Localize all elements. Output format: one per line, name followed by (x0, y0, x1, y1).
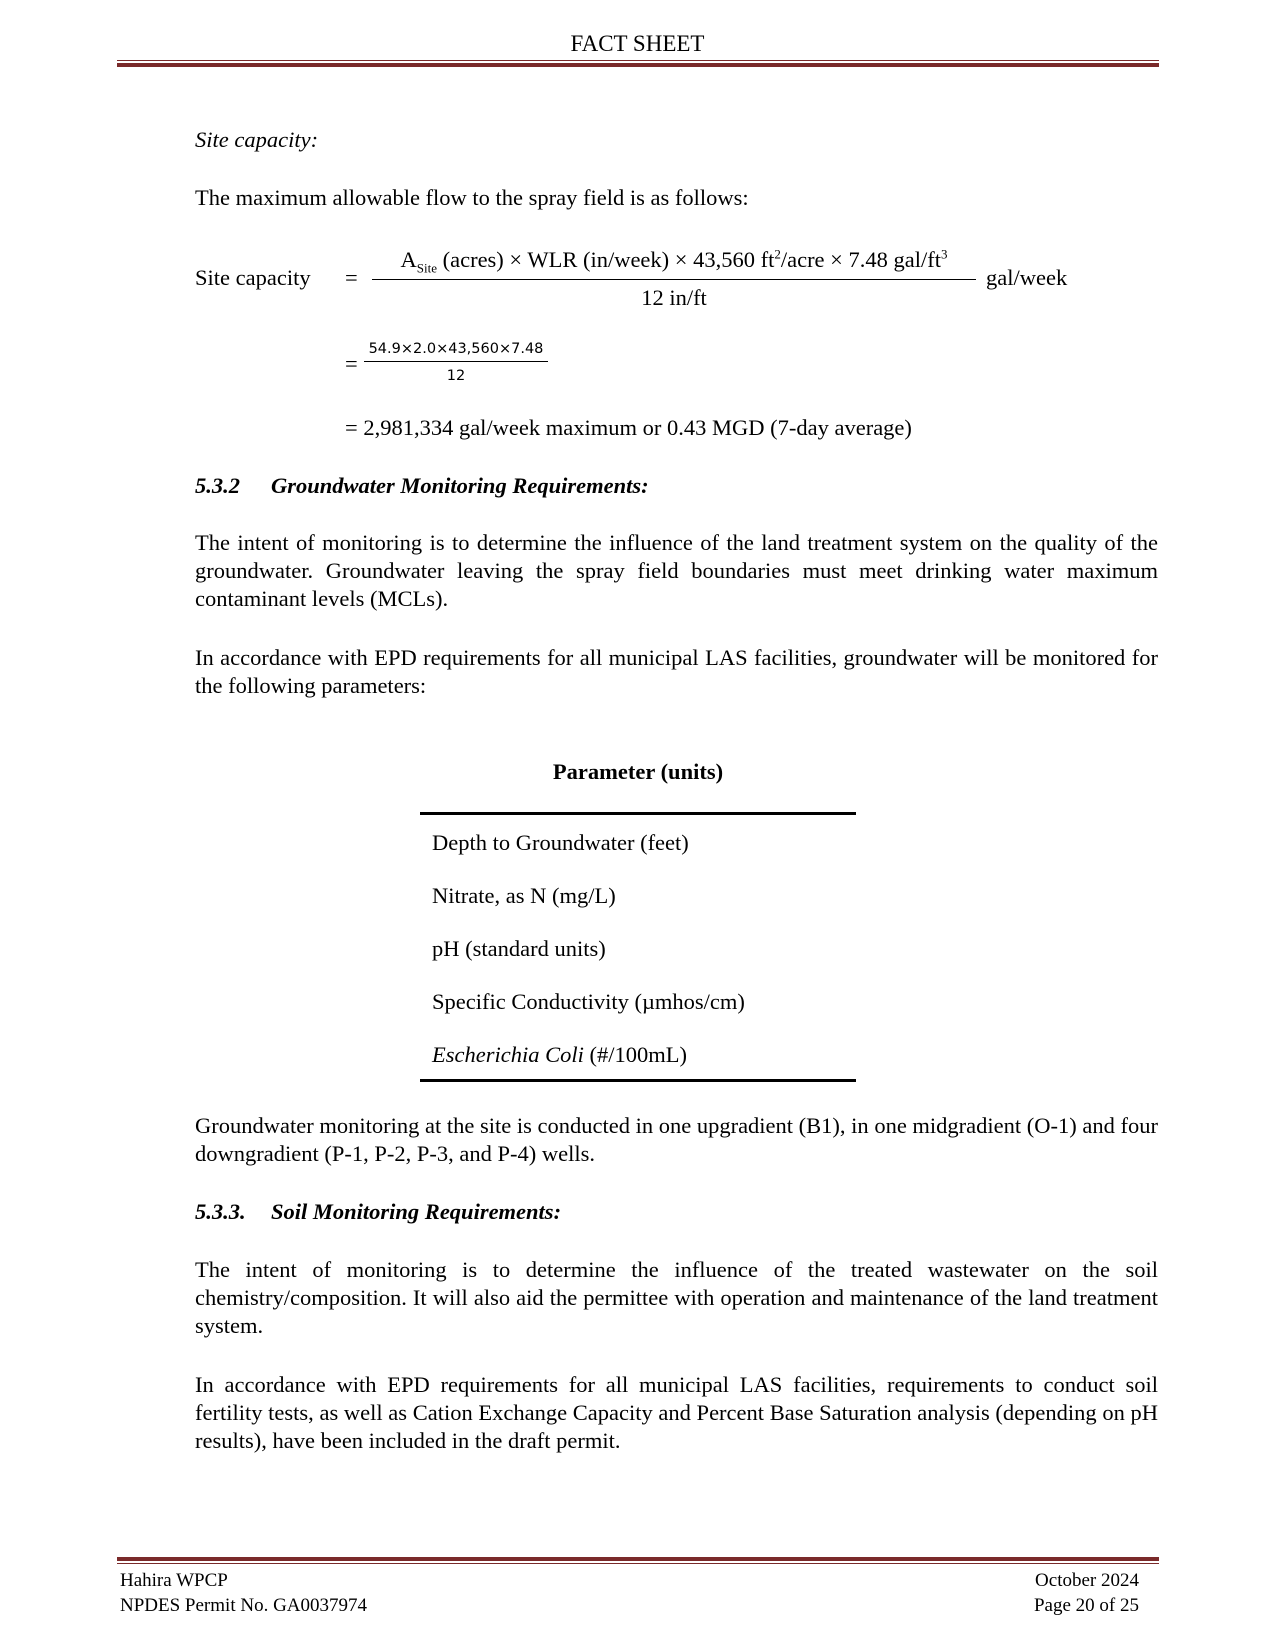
step2-numerator: 54.9×2.0×43,560×7.48 (368, 341, 544, 357)
numerator-part2: /acre × 7.48 gal/ft (780, 247, 941, 272)
parameter-table-header: Parameter (units) (552, 759, 724, 784)
table-row: Depth to Groundwater (feet) (432, 830, 689, 855)
numerator-sup2: 3 (940, 246, 948, 262)
table-row: Nitrate, as N (mg/L) (432, 883, 616, 908)
section-532-number: 5.3.2 (195, 473, 240, 498)
formula-units: gal/week (986, 265, 1068, 290)
section-532-para2: In accordance with EPD requirements for all municipal LAS facilities, groundwater will be monitored for the following parameters: (195, 645, 1158, 698)
step2-fraction-line (364, 361, 548, 362)
header-rule-thick (117, 63, 1159, 67)
section-533-title: Soil Monitoring Requirements: (271, 1199, 562, 1224)
section-533-para2: In accordance with EPD requirements for all municipal LAS facilities, requirements to conduct soil fertility tests, as well as Cation Exchange Capacity and Percent Base Saturation analysis (depending on pH results), have been included in the draft permit. (195, 1372, 1158, 1453)
formula-denominator: 12 in/ft (641, 285, 707, 310)
table-row-rest: (#/100mL) (583, 1042, 687, 1067)
section-532-heading (195, 472, 1158, 500)
numerator-a: A (400, 247, 417, 272)
formula-numerator (372, 246, 976, 274)
numerator-a-sub: Site (416, 260, 437, 276)
page-header-title: FACT SHEET (570, 31, 705, 56)
step2-equals: = (345, 351, 358, 376)
header-rule-thin (117, 60, 1159, 61)
footer-rule-thin (117, 1563, 1159, 1564)
section-532-title: Groundwater Monitoring Requirements: (271, 473, 649, 498)
parameter-table-top-rule (420, 812, 856, 815)
table-row (432, 1041, 852, 1069)
site-capacity-heading: Site capacity: (195, 127, 319, 152)
section-532-para1: The intent of monitoring is to determine the influence of the land treatment system on the quality of the groundwater. Groundwater leaving the spray field boundaries must meet drinking water maximum contaminant levels (MCLs). (195, 530, 1158, 611)
footer-page: Page 20 of 25 (1033, 1595, 1139, 1616)
table-row-italic-part: Escherichia Coli (432, 1042, 584, 1067)
step2-denominator: 12 (446, 368, 466, 384)
section-533-number: 5.3.3. (195, 1199, 246, 1224)
table-row: Specific Conductivity (µmhos/cm) (432, 989, 745, 1014)
footer-permit: NPDES Permit No. GA0037974 (120, 1595, 368, 1616)
formula-equals: = (345, 265, 358, 290)
numerator-part1: (acres) × WLR (in/week) × 43,560 ft (436, 247, 775, 272)
site-capacity-intro: The maximum allowable flow to the spray field is as follows: (195, 185, 749, 210)
numerator-sup1: 2 (774, 246, 781, 262)
formula-label: Site capacity (195, 265, 311, 290)
formula-fraction-line (372, 279, 976, 280)
section-533-heading (195, 1198, 1158, 1226)
wells-paragraph: Groundwater monitoring at the site is conducted in one upgradient (B1), in one midgradient (O-1) and four downgradient (P-1, P-2, P-3, and P-4) wells. (195, 1113, 1158, 1166)
parameter-table-bottom-rule (420, 1079, 856, 1082)
formula-result: = 2,981,334 gal/week maximum or 0.43 MGD (7-day average) (345, 415, 912, 440)
footer-date: October 2024 (1035, 1570, 1139, 1591)
footer-facility: Hahira WPCP (120, 1570, 228, 1591)
section-533-para1: The intent of monitoring is to determine the influence of the treated wastewater on the soil chemistry/composition. It will also aid the permittee with operation and maintenance of the land treatment system. (195, 1257, 1158, 1338)
footer-rule-thick (117, 1557, 1159, 1561)
table-row: pH (standard units) (432, 936, 606, 961)
